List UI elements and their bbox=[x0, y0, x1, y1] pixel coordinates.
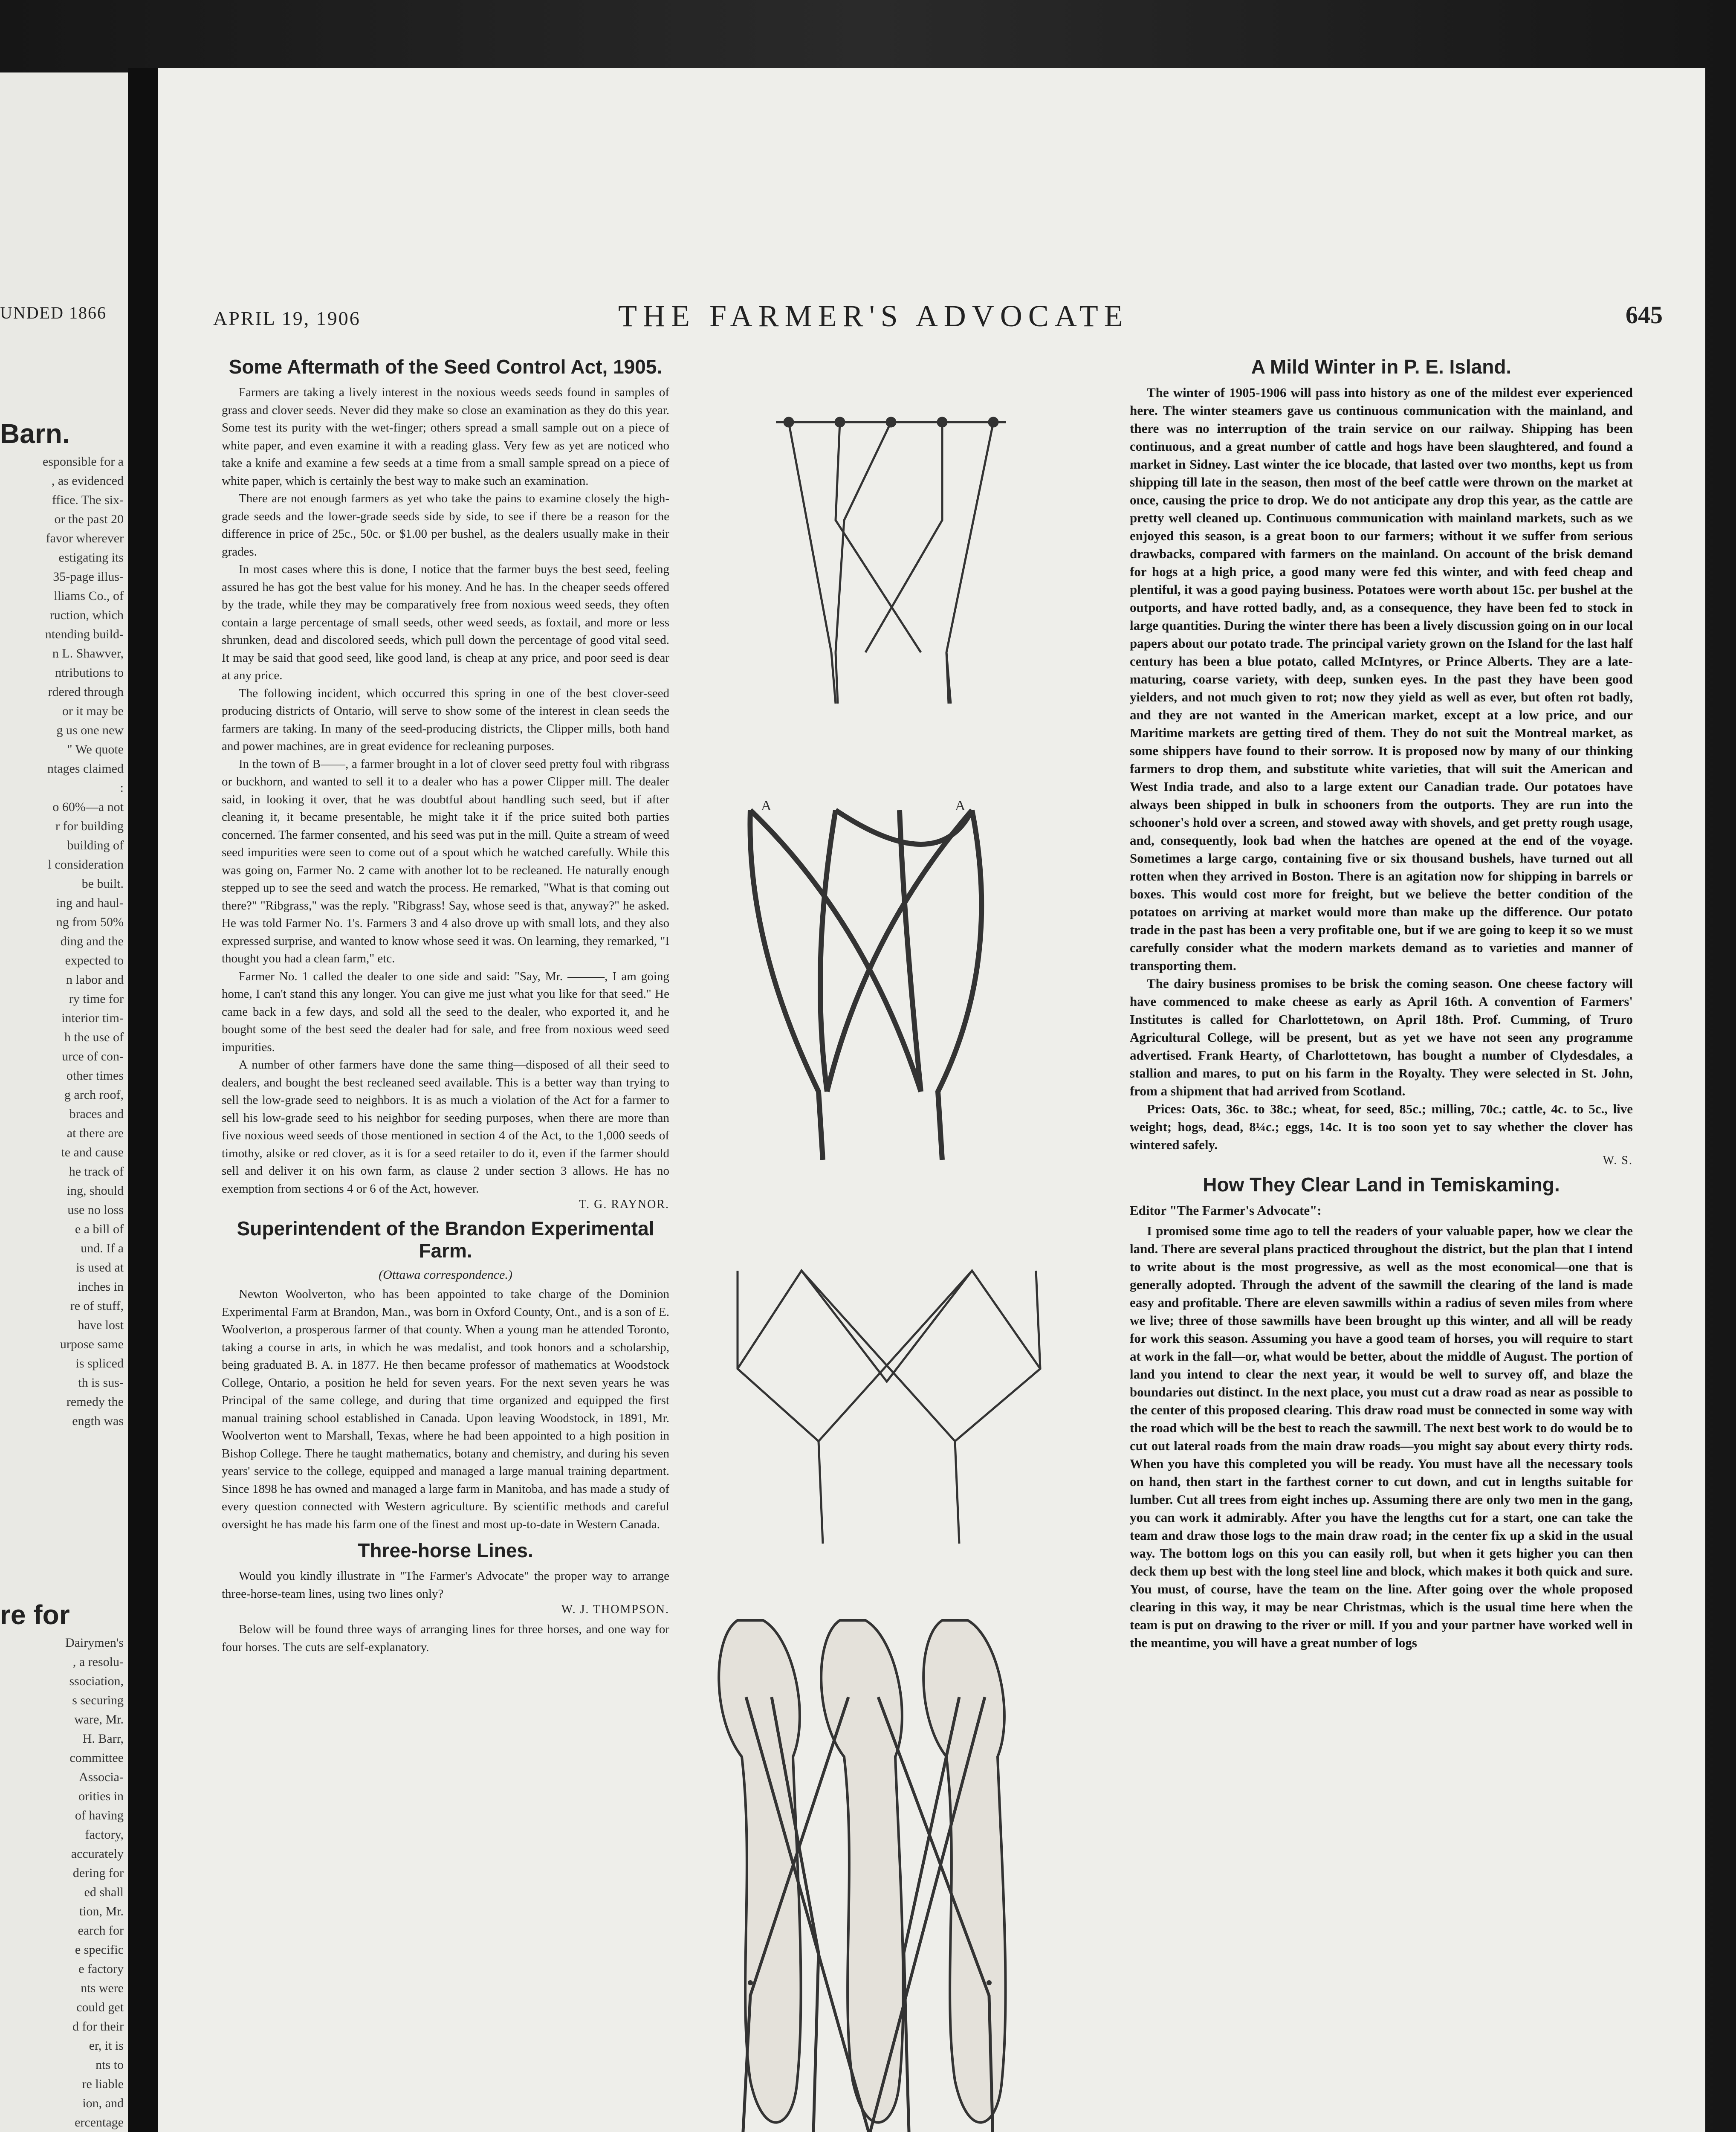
prev-page-text-line: re of stuff, bbox=[70, 1299, 124, 1313]
diagram-label-a-left: A bbox=[761, 798, 772, 814]
prev-page-text-line: nts to bbox=[95, 2058, 124, 2072]
page-gutter bbox=[128, 68, 158, 2132]
prev-page-text-line: : bbox=[120, 781, 124, 795]
prev-page-text-line: o 60%—a not bbox=[52, 800, 124, 814]
article-title-three-horse-lines: Three-horse Lines. bbox=[358, 1539, 533, 1561]
article-signature: W. J. THOMPSON. bbox=[561, 1603, 669, 1616]
letter-salutation: Editor "The Farmer's Advocate": bbox=[1130, 1203, 1322, 1218]
three-horse-lines-diagram-1 bbox=[682, 414, 1113, 712]
prev-page-text-line: s securing bbox=[72, 1693, 124, 1707]
prev-page-text-line: ntributions to bbox=[55, 666, 124, 680]
prev-page-heading-barn: Barn. bbox=[0, 418, 70, 449]
paragraph: Farmers are taking a lively interest in the noxious weeds seeds found in samples of grass and clover seeds. Never did they make so close an examination as they do this year. Some test its purity with the wet-finger; others spread a small sample out on a piece of white paper, and even examine it with a reading glass. Very few as yet are noticed who take a knife and examine a few seeds at a time from a small sample spread on a piece of white paper, which is certainly the best way to make such an examination. bbox=[222, 385, 669, 488]
prev-page-text-line: dering for bbox=[72, 1866, 124, 1880]
diagram-column bbox=[682, 350, 1113, 2132]
prev-page-text-line: ion, and bbox=[82, 2096, 124, 2110]
prev-page-text-line: use no loss bbox=[67, 1203, 124, 1217]
prev-page-text-line: e factory bbox=[78, 1962, 124, 1976]
article-signature: T. G. RAYNOR. bbox=[579, 1198, 669, 1211]
prev-page-text-line: remedy the bbox=[66, 1395, 124, 1409]
prev-page-text-line: te and cause bbox=[61, 1145, 124, 1159]
prev-page-text-line: earch for bbox=[78, 1923, 124, 1938]
prev-page-text-line: committee bbox=[69, 1751, 124, 1765]
prev-page-text-line: ercentage bbox=[75, 2115, 124, 2129]
prev-page-header: UNDED 1866 bbox=[0, 303, 107, 322]
prev-page-text-line: und. If a bbox=[81, 1241, 124, 1255]
paragraph: The dairy business promises to be brisk the coming season. One cheese factory will have commenced to make cheese as early as April 16th. A convention of Farmers' Institutes is called for Charlottetown, on April 18th. Prof. Cumming, of Truro Agricultural College, will be present, but as yet we have not seen any programme advertised. Frank Hearty, of Charlottetown, has bought a number of Clydesdales, a stallion and mares, to put on his farm in the Royalty. They were selected in St. John, from a shipment that had arrived from Scotland. bbox=[1130, 976, 1633, 1098]
prev-page-text-line: could get bbox=[76, 2000, 124, 2014]
paragraph: Would you kindly illustrate in "The Farmer's Advocate" the proper way to arrange three-horse-team lines, using two lines only? bbox=[222, 1569, 669, 1601]
paragraph: There are not enough farmers as yet who take the pains to examine closely the high-grade seeds and the lower-grade seeds side by side, to see if there be a reason for the difference in price of 25c., 50c. or $1.00 per bushel, as the dealers usually make in their grades. bbox=[222, 492, 669, 559]
prev-page-text-line: th is sus- bbox=[78, 1376, 124, 1390]
paragraph: I promised some time ago to tell the readers of your valuable paper, how we clear the land. There are several plans practiced throughout the district, but the plan that I intend to write about is the most progressive, as well as the most economical—one that is generally adopted. Through the advent of the sawmill the clearing of the land is made easy and profitable. There are eleven sawmills within a radius of seven miles from where we live; three of those sawmills have been brought up this winter, and all will be ready for work this season. Assuming you have a good team of horses, you will require to start at work in the fall—or, what would be better, about the middle of August. The portion of land you intend to clear the next year, it would be well to survey off, and blaze the boundaries out distinct. In the next place, you must cut a draw road as near as possible to the center of this proposed clearing. This draw road must be connected in some way with the road which will be the best to reach the sawmill. The next best work to do would be to cut out lateral roads from the main draw roads—you might say about every thirty rods. When you have this completed you will be ready. You must have all the necessary tools on hand, then start in the farthest corner to cut down, and cut in lengths suitable for lumber. Cut all trees from eight inches up. Assuming there are only two men in the gang, you can work it admirably. After you have the lengths cut for a start, one can take the team and draw those logs to the main draw road; in the center fix up a skid in the usual way. The bottom logs on this you can easily roll, but when it gets higher you can then deck them up best with the long steel line and block, which makes it both quick and sure. You must, of course, have the team on the line. After going over the whole proposed clearing in this way, it may be near Christmas, which is the usual time here when the team is put on drawing to the river or mill. If you and your partner have worked well in the meantime, you will have a great number of logs bbox=[1130, 1223, 1633, 1650]
prev-page-column-b bbox=[0, 1633, 124, 2132]
horse-2 bbox=[821, 1620, 903, 2123]
prev-page-text-line: " We quote bbox=[67, 742, 124, 756]
prev-page-text-line: ed shall bbox=[84, 1885, 124, 1899]
prev-page-text-line: ware, Mr. bbox=[74, 1712, 124, 1726]
article-signature: W. S. bbox=[1603, 1154, 1633, 1167]
page-title: THE FARMER'S ADVOCATE bbox=[618, 299, 1129, 333]
prev-page-text-line: ntending build- bbox=[45, 627, 124, 641]
prev-page-text-line: d for their bbox=[72, 2019, 124, 2034]
prev-page-text-line: have lost bbox=[78, 1318, 124, 1332]
prev-page-text-line: tion, Mr. bbox=[79, 1904, 124, 1918]
paragraph: Prices: Oats, 36c. to 38c.; wheat, for seed, 85c.; milling, 70c.; cattle, 4c. to 5c., live weight; hogs, dead, 8¼c.; eggs, 14c. It is too soon yet to say whether the clover has wintered safely. bbox=[1130, 1101, 1633, 1152]
prev-page-text-line: interior tim- bbox=[61, 1011, 124, 1025]
paragraph: The following incident, which occurred this spring in one of the best clover-seed producing districts of Ontario, will serve to show some of the interest in clean seeds the farmers are taking. In many of the seed-producing districts, the Clipper mills, both hand and power machines, are in great evidence for recleaning purposes. bbox=[222, 686, 669, 753]
prev-page-text-line: estigating its bbox=[58, 550, 124, 565]
prev-page-text-line: Associa- bbox=[79, 1770, 124, 1784]
prev-page-text-line: n labor and bbox=[66, 973, 124, 987]
prev-page-text-line: ruction, which bbox=[49, 608, 124, 622]
prev-page-text-line: accurately bbox=[71, 1847, 124, 1861]
prev-page-text-line: n L. Shawver, bbox=[52, 646, 124, 660]
prev-page-text-line: ength was bbox=[72, 1414, 124, 1428]
article-title-seed-control: Some Aftermath of the Seed Control Act, 1905. bbox=[229, 356, 663, 378]
previous-page-fragment bbox=[0, 72, 131, 2132]
prev-page-text-line: r for building bbox=[55, 819, 124, 833]
prev-page-text-line: he track of bbox=[69, 1164, 124, 1179]
prev-page-text-line: g us one new bbox=[56, 723, 124, 737]
prev-page-text-line: re liable bbox=[82, 2077, 124, 2091]
article-title-brandon: Superintendent of the Brandon Experimental Farm. bbox=[237, 1217, 654, 1262]
prev-page-text-line: e specific bbox=[75, 1943, 124, 1957]
prev-page-text-line: ing, should bbox=[67, 1184, 124, 1198]
page-header bbox=[213, 298, 1663, 337]
prev-page-text-line: H. Barr, bbox=[82, 1732, 124, 1746]
page-number: 645 bbox=[1626, 301, 1663, 329]
three-horse-lines-diagram-3 bbox=[682, 1262, 1113, 1561]
prev-page-text-line: er, it is bbox=[89, 2039, 124, 2053]
article-title-temiskaming: How They Clear Land in Temiskaming. bbox=[1203, 1173, 1560, 1196]
prev-page-text-line: or the past 20 bbox=[54, 512, 124, 526]
three-horse-lines-diagram-2 bbox=[682, 793, 1113, 1177]
prev-page-text-line: , a resolu- bbox=[72, 1655, 124, 1669]
prev-page-text-line: is used at bbox=[76, 1260, 124, 1275]
horse-3 bbox=[923, 1620, 1005, 2123]
page-date: APRIL 19, 1906 bbox=[213, 307, 361, 329]
paragraph: The winter of 1905-1906 will pass into history as one of the mildest ever experienced here. The winter steamers gave us continuous communication with the mainland, and there was no interruption of the train service on our railway. Shipping has been continuous, and a great number of cattle and hogs have been slaughtered, and found a market in Sidney. Last winter the ice blocade, that lasted over two months, kept us from shipping till late in the season, then most of the beef cattle were thrown on the market at once, causing the price to drop. We do not anticipate any drop this year, as the cattle are pretty well cleaned up. Continuous communication with mainland markets, such as we enjoyed this season, is a great boon to our farmers; without it we suffer from serious drawbacks, compared with farmers on the mainland. On account of the brisk demand for hogs at a high price, a good many were fed this winter, and with feed cheap and plentiful, it was a good paying business. Potatoes were worth about 15c. per bushel at the outports, and have rotted badly, and, as a consequence, they have been fed to stock in large quantities. During the winter there has been a lively discussion going on in our local papers about our potato trade. The principal variety grown on the Island for the last half century has been a blue potato, called McIntyres, or Prince Alberts. They are a late-maturing, coarse variety, with deep, sunken eyes. In the past they have been good yielders, and not much given to rot; now they yield as well as ever, but often rot badly, and they are not wanted in the American market, except at a low price, and our Maritime markets are getting tired of them. They do not suit the Montreal market, as some shippers have found to their sorrow. It is proposed now by many of our thinking farmers to drop them, and substitute white varieties, that will suit the American and West India trade, and also to a large extent our Canadian trade. Our potatoes have always been shipped in bulk in schooners from the outports. They are run into the schooner's hold over a screen, and stowed away with shovels, and get pretty rough usage, and, consequently, look bad when the hatches are opened at the end of the voyage. Sometimes a large cargo, containing five or six thousand bushels, have turned out all rotten when they arrived in Boston. There is an agitation now for shipping in barrels or boxes. This would cost more for freight, but we believe the better condition of the potatoes on arriving at market would more than make up the difference. Our potato trade in the past has been a very profitable one, but if we are going to keep it so we must carefully consider what the modern markets demand as to varieties and manner of transporting them. bbox=[1130, 385, 1633, 973]
prev-page-text-line: nts were bbox=[81, 1981, 124, 1995]
prev-page-text-line: ffice. The six- bbox=[52, 493, 124, 507]
prev-page-text-line: of having bbox=[75, 1808, 124, 1822]
horse-1 bbox=[719, 1620, 801, 2123]
prev-page-text-line: expected to bbox=[65, 953, 124, 968]
paragraph: In most cases where this is done, I notice that the farmer buys the best seed, feeling assured he has got the best value for his money. And he has. In the cheaper seeds offered by the trade, while they may be comparatively free from noxious weed seeds, they often contain a large percentage of small seeds, other weed seeds, as foxtail, and more or less shrunken, dead and discolored seeds, which pull down the percentage of good vital seed. It may be said that good seed, like good land, is cheap at any price, and poor seed is dear at any price. bbox=[222, 562, 669, 682]
paragraph: Newton Woolverton, who has been appointed to take charge of the Dominion Experimental Farm at Brandon, Man., was born in Oxford County, Ont., and is a son of E. Woolverton, a prosperous farmer of that county. When a young man he attended Toronto, taking a course in arts, in which he was medalist, and took honors and a scholarship, being graduated B. A. in 1877. He then became professor of mathematics at Woodstock College, Ontario, a position he held for seven years. For the next seven years he was Principal of the same college, and during that time organized and equipped the first manual training school established in Canada. Upon leaving Woodstock, in 1891, Mr. Woolverton went to Marshall, Texas, where he had been appointed to a high position in Bishop College. There he taught mathematics, botany and chemistry, and during his seven years' service to the college, equipped and managed a large manual training department. Since 1898 he has owned and managed a large farm in Manitoba, and has made a study of every question connected with Western agriculture. By scientific methods and careful oversight he has made his farm one of the finest and most up-to-date in Western Canada. bbox=[222, 1287, 669, 1531]
prev-page-text-line: esponsible for a bbox=[43, 455, 124, 469]
prev-page-text-line: ssociation, bbox=[69, 1674, 124, 1688]
newspaper-page bbox=[158, 68, 1705, 2132]
prev-page-heading-for: re for bbox=[0, 1599, 70, 1630]
paragraph: Farmer No. 1 called the dealer to one side and said: "Say, Mr. ———, I am going home, I can't stand this any longer. You can give me just what you like for that seed." He came back in a few days, and sold all the seed to the dealer, who exported it, and he bought some of the best seed the dealer had for sale, and free from noxious weed seed impurities. bbox=[222, 969, 669, 1054]
prev-page-text-line: urce of con- bbox=[62, 1049, 124, 1063]
prev-page-text-line: ng from 50% bbox=[56, 915, 124, 929]
prev-page-text-line: be built. bbox=[81, 877, 124, 891]
prev-page-text-line: e a bill of bbox=[75, 1222, 124, 1236]
diagram-label-a-right: A bbox=[955, 798, 966, 814]
prev-page-text-line: h the use of bbox=[64, 1030, 124, 1044]
right-column bbox=[1130, 350, 1633, 1652]
prev-page-text-line: building of bbox=[67, 838, 124, 852]
prev-page-column-a bbox=[0, 452, 124, 1431]
prev-page-text-line: urpose same bbox=[60, 1337, 124, 1351]
prev-page-text-line: , as evidenced bbox=[51, 474, 124, 488]
prev-page-text-line: ry time for bbox=[69, 992, 124, 1006]
prev-page-text-line: at there are bbox=[67, 1126, 124, 1140]
prev-page-text-line: ding and the bbox=[60, 934, 124, 948]
prev-page-text-line: Dairymen's bbox=[65, 1636, 124, 1650]
paragraph: In the town of B——, a farmer brought in a lot of clover seed pretty foul with ribgrass or buckhorn, and wanted to sell it to a dealer who has a power Clipper mill. The dealer said, in looking it over, that he was doubtful about handling such seed, but if after cleaning it, it became presentable, he might take it if the price suited both parties concerned. The farmer consented, and his seed was put in the mill. Quite a stream of weed seed impurities were seen to come out of a spout which he watched carefully. While this was going on, Farmer No. 2 came with another lot to be recleaned. He naturally enough stepped up to see the seed and watch the process. He remarked, "What is that coming out there?" "Ribgrass," was the reply. "Ribgrass! Say, whose seed is that, anyway?" he asked. He was told Farmer No. 1's. Farmers 3 and 4 also drove up with small lots, and they also expressed surprise, and wanted to know whose seed it was. On learning, they remarked, "I thought you had a clean farm," etc. bbox=[222, 757, 669, 965]
prev-page-text-line: g arch roof, bbox=[64, 1088, 124, 1102]
four-horse-lines-diagram bbox=[682, 1612, 1113, 2132]
prev-page-text-line: 35-page illus- bbox=[53, 570, 124, 584]
prev-page-text-line: braces and bbox=[69, 1107, 124, 1121]
prev-page-text-line: lliams Co., of bbox=[54, 589, 124, 603]
prev-page-text-line: favor wherever bbox=[46, 531, 124, 545]
prev-page-text-line: orities in bbox=[78, 1789, 124, 1803]
paragraph: A number of other farmers have done the same thing—disposed of all their seed to dealers, and bought the best recleaned seed available. This is a better way than trying to sell the low-grade seed to neighbors. It is as much a violation of the Act for a farmer to sell his low-grade seed to his neighbor for seeding purposes, when there are more than five noxious weed seeds of those mentioned in section 4 of the Act, to the 1,000 seeds of timothy, alsike or red clover, as it is for a seed retailer to do it, even if the farmer should sell and deliver it on his own farm, as clause 2 under section 3 allows. He has no exemption from sections 4 or 6 of the Act, however. bbox=[222, 1058, 669, 1196]
article-title-pei-winter: A Mild Winter in P. E. Island. bbox=[1251, 356, 1512, 378]
prev-page-text-line: rdered through bbox=[48, 685, 124, 699]
prev-page-text-line: is spliced bbox=[75, 1356, 124, 1370]
prev-page-text-line: ntages claimed bbox=[47, 762, 124, 776]
prev-page-text-line: l consideration bbox=[48, 857, 124, 872]
prev-page-text-line: ing and haul- bbox=[56, 896, 124, 910]
paragraph: Below will be found three ways of arranging lines for three horses, and one way for four horses. The cuts are self-explanatory. bbox=[222, 1622, 669, 1654]
article-body-seed-control bbox=[222, 384, 669, 1198]
prev-page-text-line: inches in bbox=[78, 1280, 124, 1294]
prev-page-text-line: factory, bbox=[85, 1828, 124, 1842]
prev-page-text-line: or it may be bbox=[62, 704, 124, 718]
left-column bbox=[222, 350, 669, 1656]
article-byline: (Ottawa correspondence.) bbox=[379, 1268, 512, 1282]
prev-page-text-line: other times bbox=[66, 1069, 124, 1083]
